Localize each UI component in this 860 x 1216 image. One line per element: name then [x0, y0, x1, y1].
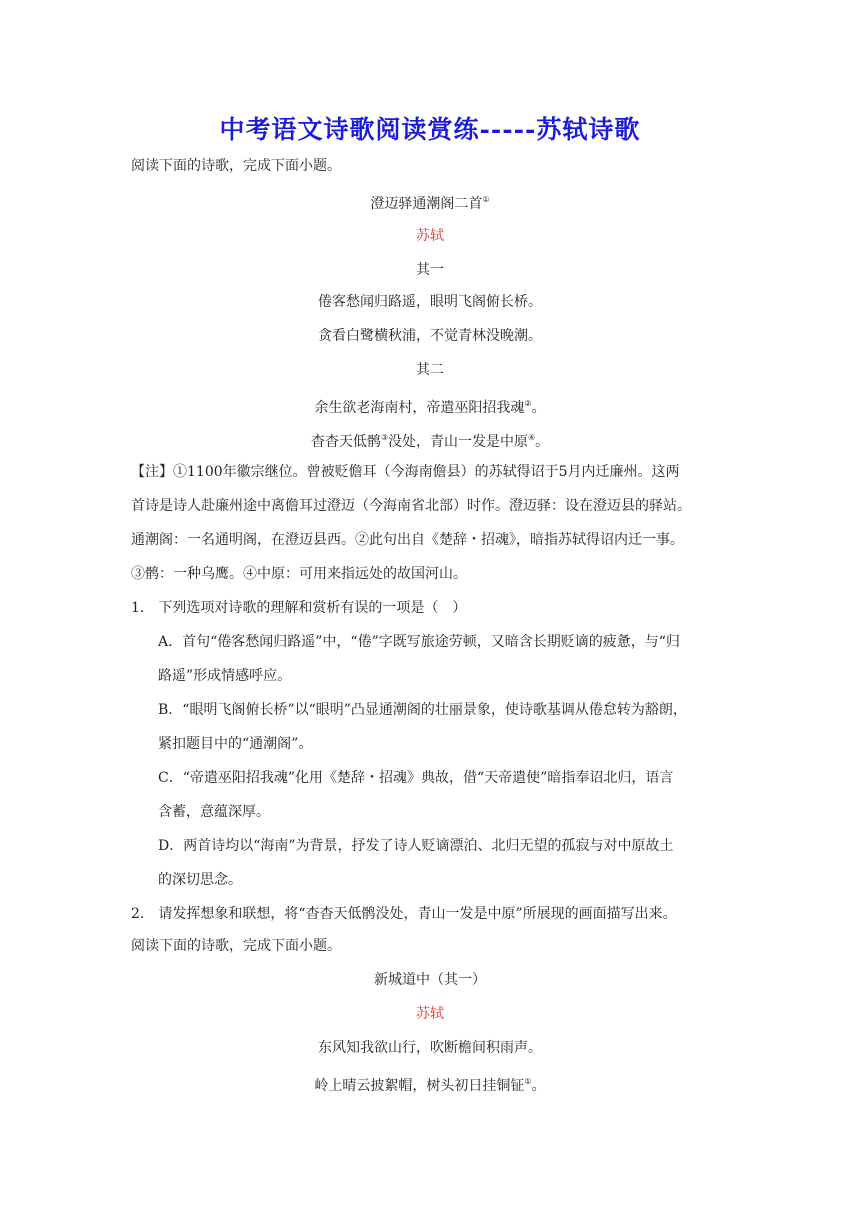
notes-line: 通潮阁：一名通明阁，在澄迈县西。②此句出自《楚辞・招魂》，暗指苏轼得诏内迁一事。: [131, 532, 684, 548]
part-heading: 其一: [416, 262, 444, 278]
question-2-stem: 2. 请发挥想象和联想，将“杳杳天低鹘没处，青山一发是中原”所展现的画面描写出来。: [131, 906, 677, 922]
poem-line-punct: 。: [535, 434, 550, 450]
reading-instruction: 阅读下面的诗歌，完成下面小题。: [131, 158, 341, 174]
poem-author: 苏轼: [416, 228, 444, 244]
poem-line: [0, 1072, 860, 1096]
poem-line-punct: 。: [531, 1078, 546, 1094]
reading-instruction: 阅读下面的诗歌，完成下面小题。: [131, 938, 341, 954]
poem-title: 新城道中（其一）: [374, 972, 486, 988]
option-c-cont: 含蓄，意蕴深厚。: [158, 804, 270, 820]
option-a-cont: 路遥”形成情感呼应。: [158, 668, 292, 684]
option-a: A．首句“倦客愁闻归路遥”中，“倦”字既写旅途劳顿，又暗含长期贬谪的疲惫，与“归: [158, 634, 680, 650]
notes-line: 首诗是诗人赴廉州途中离儋耳过澄迈（今海南省北部）时作。澄迈驿：设在澄迈县的驿站。: [131, 498, 691, 514]
footnote-marker: ④: [528, 433, 536, 442]
part-heading: 其二: [416, 362, 444, 378]
poem-line: 贪看白鹭横秋浦，不觉青林没晚潮。: [318, 328, 542, 344]
page-title: 中考语文诗歌阅读赏练-----苏轼诗歌: [219, 115, 641, 144]
poem-author: 苏轼: [416, 1006, 444, 1022]
footnote-marker: ①: [482, 195, 490, 204]
poem-line-text: 杳杳天低鹘: [310, 434, 381, 450]
poem-line: [0, 428, 860, 452]
poem-line-text: 岭上晴云披絮帽，树头初日挂铜钲: [314, 1078, 525, 1094]
poem-line: 东风知我欲山行，吹断檐间积雨声。: [318, 1040, 542, 1056]
poem-line: [0, 394, 860, 418]
option-b-cont: 紧扣题目中的“通潮阁”。: [158, 736, 313, 752]
poem-title-text: 澄迈驿通潮阁二首: [370, 196, 483, 212]
question-1-stem: 1. 下列选项对诗歌的理解和赏析有误的一项是（ ）: [131, 600, 467, 616]
option-b: B．“眼明飞阁俯长桥”以“眼明”凸显通潮阁的壮丽景象，使诗歌基调从倦怠转为豁朗，: [158, 702, 687, 718]
footnote-marker: ②: [524, 399, 532, 408]
option-c: C．“帝遣巫阳招我魂”化用《楚辞・招魂》典故，借“天帝遣使”暗指奉诏北归，语言: [158, 770, 674, 786]
option-d-cont: 的深切思念。: [158, 872, 242, 888]
option-d: D．两首诗均以“海南”为背景，抒发了诗人贬谪漂泊、北归无望的孤寂与对中原故土: [158, 838, 674, 854]
poem-line-text: 没处，青山一发是中原: [388, 434, 528, 450]
notes-line: 【注】①1100年徽宗继位。曾被贬儋耳（今海南儋县）的苏轼得诏于5月内迁廉州。这两: [131, 464, 680, 480]
poem-line-text: 余生欲老海南村，帝遣巫阳招我魂: [314, 400, 525, 416]
notes-line: ③鹘：一种乌鹰。④中原：可用来指远处的故国河山。: [131, 566, 467, 582]
poem-title: [0, 190, 860, 214]
poem-line: 倦客愁闻归路遥，眼明飞阁俯长桥。: [318, 294, 542, 310]
footnote-marker: ①: [524, 1077, 532, 1086]
poem-line-punct: 。: [531, 400, 546, 416]
footnote-marker: ③: [380, 433, 388, 442]
